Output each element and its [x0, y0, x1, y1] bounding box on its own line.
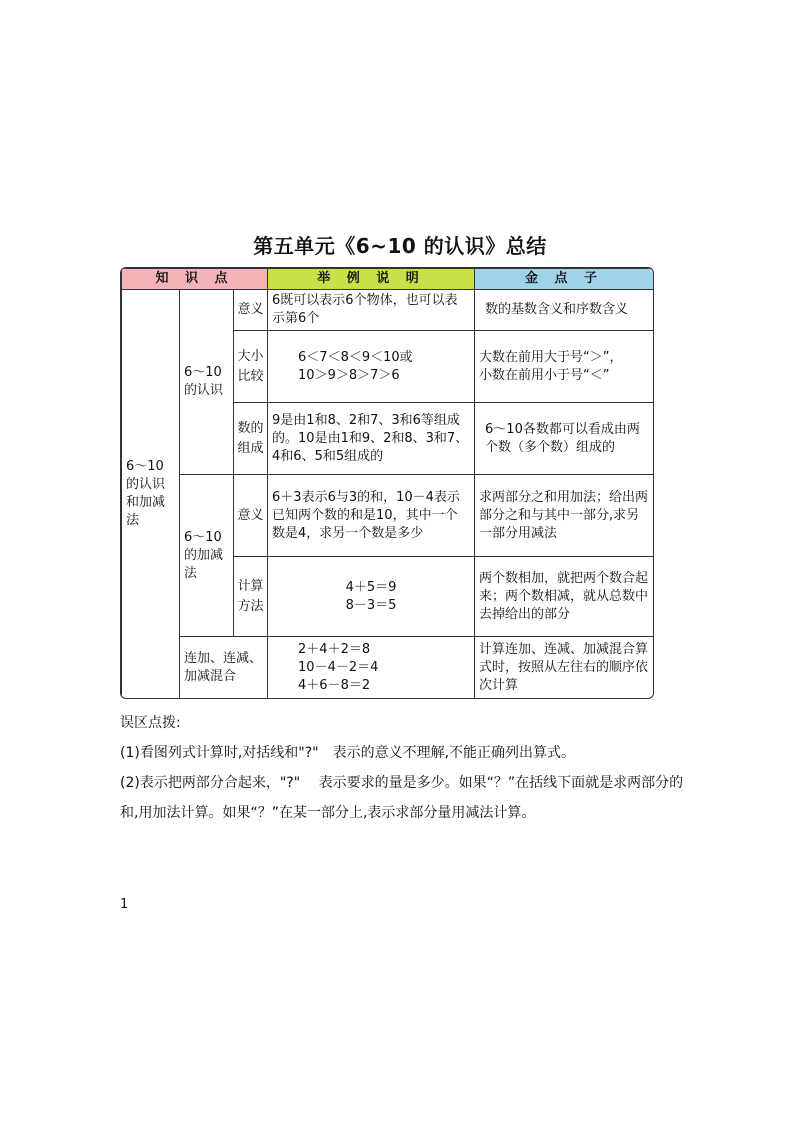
sub-mixed: 连加、连减、加减混合 [180, 637, 268, 699]
sub-meaning-1: 意义 [234, 290, 268, 331]
notes-item-1: (1)看图列式计算时,对括线和"?" 表示的意义不理解,不能正确列出算式。 [120, 745, 576, 761]
tip-mixed: 计算连加、连减、加减混合算式时，按照从左往右的顺序依次计算 [475, 637, 654, 699]
page-number: 1 [120, 897, 129, 912]
example-mixed-line3: 4＋6－8＝2 [298, 677, 371, 693]
header-tip: 金 点 子 [475, 269, 654, 290]
example-compare-line1: 6＜7＜8＜9＜10或 [298, 349, 413, 365]
tip-compare [475, 331, 654, 403]
group2-cell: 6～10的加减法 [180, 475, 234, 637]
sub-composition: 数的组成 [234, 403, 268, 475]
example-method [268, 557, 475, 637]
notes-heading: 误区点拨: [120, 715, 181, 731]
tip-meaning-1: 数的基数含义和序数含义 [475, 290, 654, 331]
group1-cell: 6～10的认识 [180, 290, 234, 475]
example-compare-line2: 10＞9＞8＞7＞6 [298, 367, 400, 383]
example-meaning-2: 6＋3表示6与3的和，10－4表示已知两个数的和是10，其中一个数是4，求另一个数是多少 [268, 475, 475, 557]
header-knowledge: 知 识 点 [122, 269, 268, 290]
example-method-line2: 8－3＝5 [345, 597, 397, 613]
tip-compare-line2: 小数在前用小于号“＜” [479, 367, 610, 383]
example-composition: 9是由1和8、2和7、3和6等组成的。10是由1和9、2和8、3和7、4和6、5和5组成的 [268, 403, 475, 475]
example-mixed [268, 637, 475, 699]
example-compare [268, 331, 475, 403]
sub-method: 计算方法 [234, 557, 268, 637]
topic-cell: 6～10的认识和加减法 [122, 290, 180, 699]
notes-section [120, 708, 700, 828]
notes-item-2: (2)表示把两部分合起来，"?" 表示要求的量是多少。如果“？”在括线下面就是求两部分的和,用加法计算。如果“？”在某一部分上,表示求部分量用减法计算。 [120, 775, 684, 821]
page-title: 第五单元《6~10 的认识》总结 [253, 234, 547, 258]
example-mixed-line2: 10－4－2＝4 [298, 659, 379, 675]
sub-meaning-2: 意义 [234, 475, 268, 557]
tip-composition: 6～10各数都可以看成由两个数（多个数）组成的 [475, 403, 654, 475]
tip-meaning-2: 求两部分之和用加法；给出两部分之和与其中一部分,求另一部分用减法 [475, 475, 654, 557]
example-method-line1: 4＋5＝9 [345, 579, 397, 595]
tip-compare-line1: 大数在前用大于号“＞”， [479, 349, 623, 365]
sub-compare: 大小比较 [234, 331, 268, 403]
example-mixed-line1: 2＋4＋2＝8 [298, 641, 371, 657]
summary-table [120, 267, 654, 699]
header-example: 举 例 说 明 [268, 269, 475, 290]
example-meaning-1: 6既可以表示6个物体，也可以表示第6个 [268, 290, 475, 331]
tip-method: 两个数相加，就把两个数合起来；两个数相减，就从总数中去掉给出的部分 [475, 557, 654, 637]
